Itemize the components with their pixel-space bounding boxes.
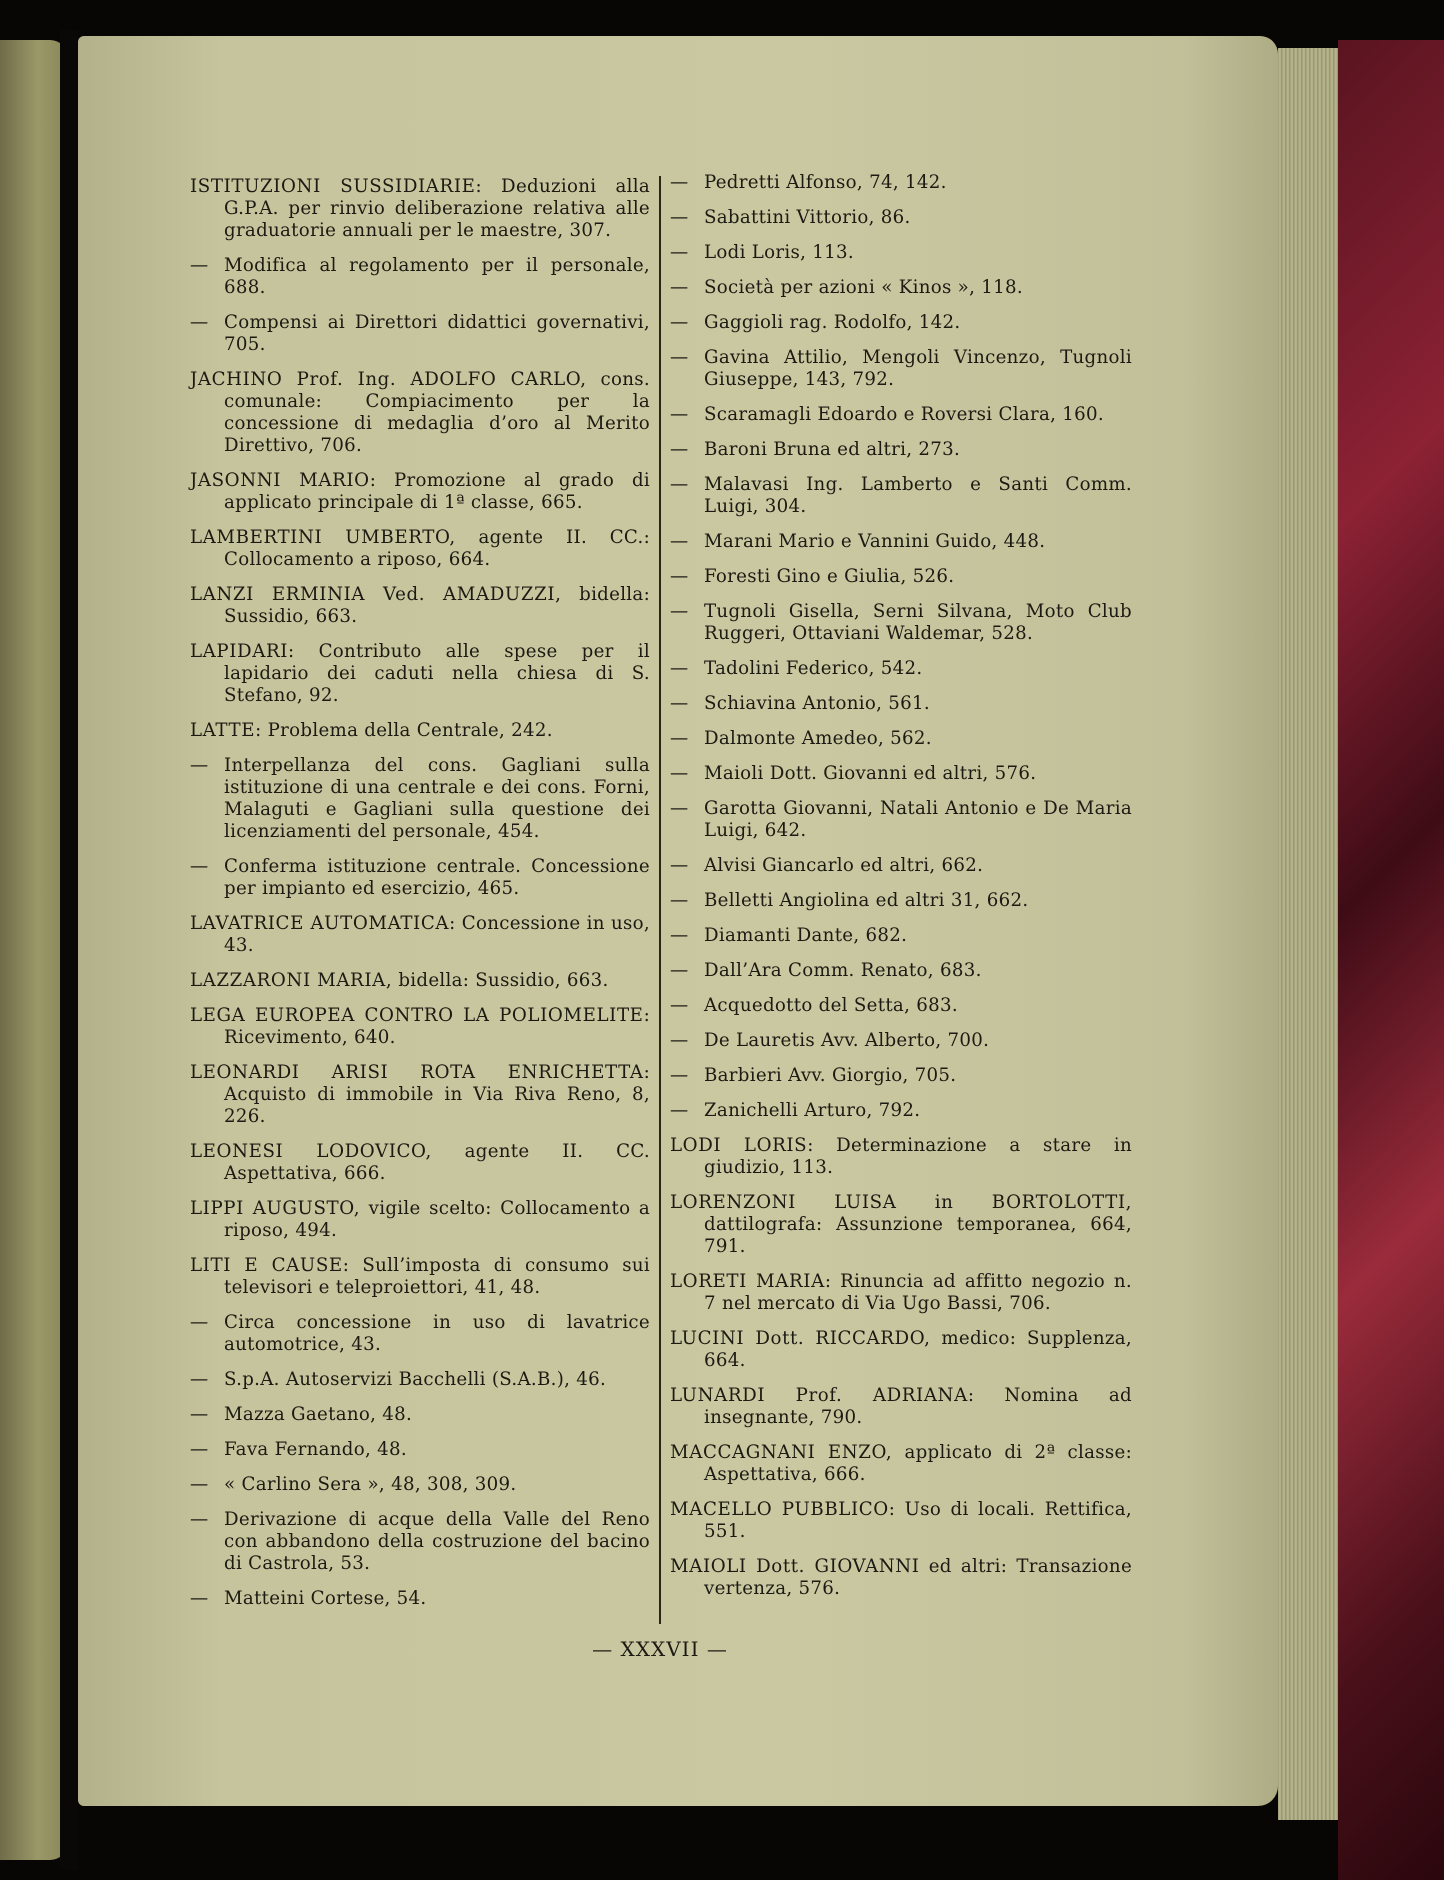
entry-heading: LEGA EUROPEA CONTRO LA POLIOMELITE <box>190 1005 644 1026</box>
index-subentry: — S.p.A. Autoservizi Bacchelli (S.A.B.), 46. <box>190 1369 650 1391</box>
entry-heading: MAIOLI Dott. GIOVANNI <box>670 1556 920 1577</box>
index-subentry: — Foresti Gino e Giulia, 526. <box>670 566 1132 588</box>
entry-body: Nomina ad insegnante, 790. <box>704 1385 1132 1428</box>
index-entry <box>670 1328 1132 1372</box>
entry-body: Sull’imposta di consumo sui televisori e teleproiettori, 41, 48. <box>224 1255 651 1298</box>
index-subentry: — Baroni Bruna ed altri, 273. <box>670 439 1132 461</box>
entry-body: Ricevimento, 640. <box>224 1027 396 1048</box>
index-subentry: — Compensi ai Direttori didattici governativi, 705. <box>190 312 650 356</box>
entry-body: Problema della Centrale, 242. <box>261 720 553 741</box>
entry-body: Contributo alle spese per il lapidario dei caduti nella chiesa di S. Stefano, 92. <box>224 641 650 706</box>
entry-body: dattilografa: Assunzione temporanea, 664, 791. <box>704 1214 1132 1257</box>
entry-separator: : <box>967 1385 975 1406</box>
index-subentry: — De Lauretis Avv. Alberto, 700. <box>670 1030 1132 1052</box>
index-entry <box>190 913 650 957</box>
index-subentry: — Garotta Giovanni, Natali Antonio e De Maria Luigi, 642. <box>670 798 1132 842</box>
index-subentry: — Pedretti Alfonso, 74, 142. <box>670 172 1132 194</box>
page-stack-edges <box>1278 48 1338 1820</box>
entry-body: Uso di locali. Rettifica, 551. <box>704 1499 1132 1542</box>
entry-heading: JASONNI MARIO <box>190 470 370 491</box>
index-subentry: — Dall’Ara Comm. Renato, 683. <box>670 960 1132 982</box>
entry-heading: LITI E CAUSE <box>190 1255 343 1276</box>
entry-separator: : <box>255 720 262 741</box>
index-entry <box>190 1062 650 1128</box>
entry-body: Concessione in uso, 43. <box>224 913 650 956</box>
column-divider <box>659 176 661 1624</box>
index-entry <box>670 1271 1132 1315</box>
index-subentry: — Conferma istituzione centrale. Concessione per impianto ed esercizio, 465. <box>190 856 650 900</box>
entry-heading: LUNARDI Prof. ADRIANA <box>670 1385 968 1406</box>
index-entry <box>190 470 650 514</box>
index-subentry: — Fava Fernando, 48. <box>190 1439 650 1461</box>
facing-page-edge <box>0 40 68 1860</box>
entry-heading: LEONESI LODOVICO, <box>190 1141 432 1162</box>
entry-body: applicato di 2ª classe: Aspettativa, 666. <box>704 1442 1132 1485</box>
entry-heading: LODI LORIS <box>670 1135 808 1156</box>
book-cover <box>1338 40 1444 1880</box>
entry-body: cons. comunale: Compiacimento per la concessione di medaglia d’oro al Merito Direttivo, 706. <box>224 369 651 456</box>
index-subentry: — Zanichelli Arturo, 792. <box>670 1100 1132 1122</box>
entry-heading: LATTE <box>190 720 256 741</box>
index-entry <box>670 1442 1132 1486</box>
entry-heading: LORENZONI LUISA in BORTOLOTTI, <box>670 1192 1132 1213</box>
index-subentry: — Modifica al regolamento per il personale, 688. <box>190 255 650 299</box>
entry-separator: : <box>288 641 295 662</box>
index-subentry: — Alvisi Giancarlo ed altri, 662. <box>670 855 1132 877</box>
entry-body: ed altri: Transazione vertenza, 576. <box>704 1556 1133 1599</box>
index-entry <box>190 527 650 571</box>
index-subentry: — Lodi Loris, 113. <box>670 242 1132 264</box>
entry-separator: : <box>643 1005 650 1026</box>
index-subentry: — Gavina Attilio, Mengoli Vincenzo, Tugnoli Giuseppe, 143, 792. <box>670 347 1132 391</box>
index-entry <box>190 641 650 707</box>
index-subentry: — Schiavina Antonio, 561. <box>670 693 1132 715</box>
entry-heading: LAZZARONI MARIA, <box>190 970 393 991</box>
entry-heading: MACELLO PUBBLICO <box>670 1499 889 1520</box>
index-entry <box>190 176 650 242</box>
index-subentry: — Mazza Gaetano, 48. <box>190 1404 650 1426</box>
index-subentry: — Belletti Angiolina ed altri 31, 662. <box>670 890 1132 912</box>
index-subentry: — Società per azioni « Kinos », 118. <box>670 277 1132 299</box>
entry-body: agente II. CC.: Collocamento a riposo, 664. <box>224 527 651 570</box>
entry-body: Determinazione a stare in giudizio, 113. <box>704 1135 1132 1178</box>
index-entry <box>670 1192 1132 1258</box>
entry-body: medico: Supplenza, 664. <box>704 1328 1132 1371</box>
entry-separator: : <box>824 1271 832 1292</box>
index-subentry: — Scaramagli Edoardo e Roversi Clara, 160. <box>670 404 1132 426</box>
entry-heading: LUCINI Dott. RICCARDO, <box>670 1328 931 1349</box>
index-entry <box>190 1255 650 1299</box>
entry-body: bidella: Sussidio, 663. <box>224 584 650 627</box>
index-entry <box>670 1135 1132 1179</box>
index-entry <box>190 1198 650 1242</box>
index-column-right <box>670 172 1132 1613</box>
index-subentry: — Tadolini Federico, 542. <box>670 658 1132 680</box>
book-gutter <box>60 30 78 1870</box>
entry-heading: ISTITUZIONI SUSSIDIARIE <box>190 176 476 197</box>
index-entry <box>190 369 650 457</box>
index-entry <box>670 1556 1132 1600</box>
index-subentry: — Marani Mario e Vannini Guido, 448. <box>670 531 1132 553</box>
entry-body: Acquisto di immobile in Via Riva Reno, 8, 226. <box>224 1084 650 1127</box>
entry-body: agente II. CC. Aspettativa, 666. <box>224 1141 650 1184</box>
page-number: — XXXVII — <box>592 1637 728 1661</box>
index-entry <box>190 970 650 992</box>
entry-separator: : <box>369 470 377 491</box>
index-entry <box>190 1005 650 1049</box>
entry-body: Rinuncia ad affitto negozio n. 7 nel mercato di Via Ugo Bassi, 706. <box>704 1271 1133 1314</box>
entry-heading: LEONARDI ARISI ROTA ENRICHETTA <box>190 1062 644 1083</box>
index-subentry: — Matteini Cortese, 54. <box>190 1588 650 1610</box>
entry-heading: JACHINO Prof. Ing. ADOLFO CARLO, <box>190 369 587 390</box>
index-subentry: — Sabattini Vittorio, 86. <box>670 207 1132 229</box>
entry-separator: : <box>807 1135 814 1156</box>
entry-heading: LIPPI AUGUSTO, <box>190 1198 361 1219</box>
entry-separator: : <box>643 1062 650 1083</box>
entry-separator: : <box>449 913 456 934</box>
entry-separator: : <box>342 1255 350 1276</box>
entry-heading: LAVATRICE AUTOMATICA <box>190 913 450 934</box>
index-column-left <box>190 176 650 1623</box>
index-entry <box>670 1499 1132 1543</box>
index-subentry: — Malavasi Ing. Lamberto e Santi Comm. Luigi, 304. <box>670 474 1132 518</box>
entry-heading: LAPIDARI <box>190 641 289 662</box>
index-subentry: — Acquedotto del Setta, 683. <box>670 995 1132 1017</box>
index-subentry: — Diamanti Dante, 682. <box>670 925 1132 947</box>
index-entry <box>190 584 650 628</box>
index-subentry: — Circa concessione in uso di lavatrice automotrice, 43. <box>190 1312 650 1356</box>
index-subentry: — Gaggioli rag. Rodolfo, 142. <box>670 312 1132 334</box>
index-subentry: — Barbieri Avv. Giorgio, 705. <box>670 1065 1132 1087</box>
index-subentry: — Maioli Dott. Giovanni ed altri, 576. <box>670 763 1132 785</box>
entry-separator: : <box>888 1499 896 1520</box>
index-entry <box>190 720 650 742</box>
entry-body: vigile scelto: Collocamento a riposo, 494. <box>224 1198 651 1241</box>
index-subentry: — Derivazione di acque della Valle del Reno con abbandono della costruzione del bacino di Castrola, 53. <box>190 1509 650 1575</box>
index-entry <box>190 1141 650 1185</box>
entry-heading: LAMBERTINI UMBERTO, <box>190 527 456 548</box>
index-subentry: — Dalmonte Amedeo, 562. <box>670 728 1132 750</box>
entry-heading: LANZI ERMINIA Ved. AMADUZZI, <box>190 584 562 605</box>
index-entry <box>670 1385 1132 1429</box>
index-subentry: — Interpellanza del cons. Gagliani sulla istituzione di una centrale e dei cons. Forni, Malaguti e Gagliani sulla questione dei licenziamenti del personale, 454. <box>190 755 650 843</box>
entry-separator: : <box>475 176 482 197</box>
entry-body: bidella: Sussidio, 663. <box>392 970 609 991</box>
entry-heading: MACCAGNANI ENZO, <box>670 1442 893 1463</box>
index-subentry: — « Carlino Sera », 48, 308, 309. <box>190 1474 650 1496</box>
entry-body: Promozione al grado di applicato principale di 1ª classe, 665. <box>224 470 650 513</box>
entry-heading: LORETI MARIA <box>670 1271 825 1292</box>
index-subentry: — Tugnoli Gisella, Serni Silvana, Moto Club Ruggeri, Ottaviani Waldemar, 528. <box>670 601 1132 645</box>
entry-body: Deduzioni alla G.P.A. per rinvio deliberazione relativa alle graduatorie annuali per le maestre, 307. <box>224 176 650 241</box>
